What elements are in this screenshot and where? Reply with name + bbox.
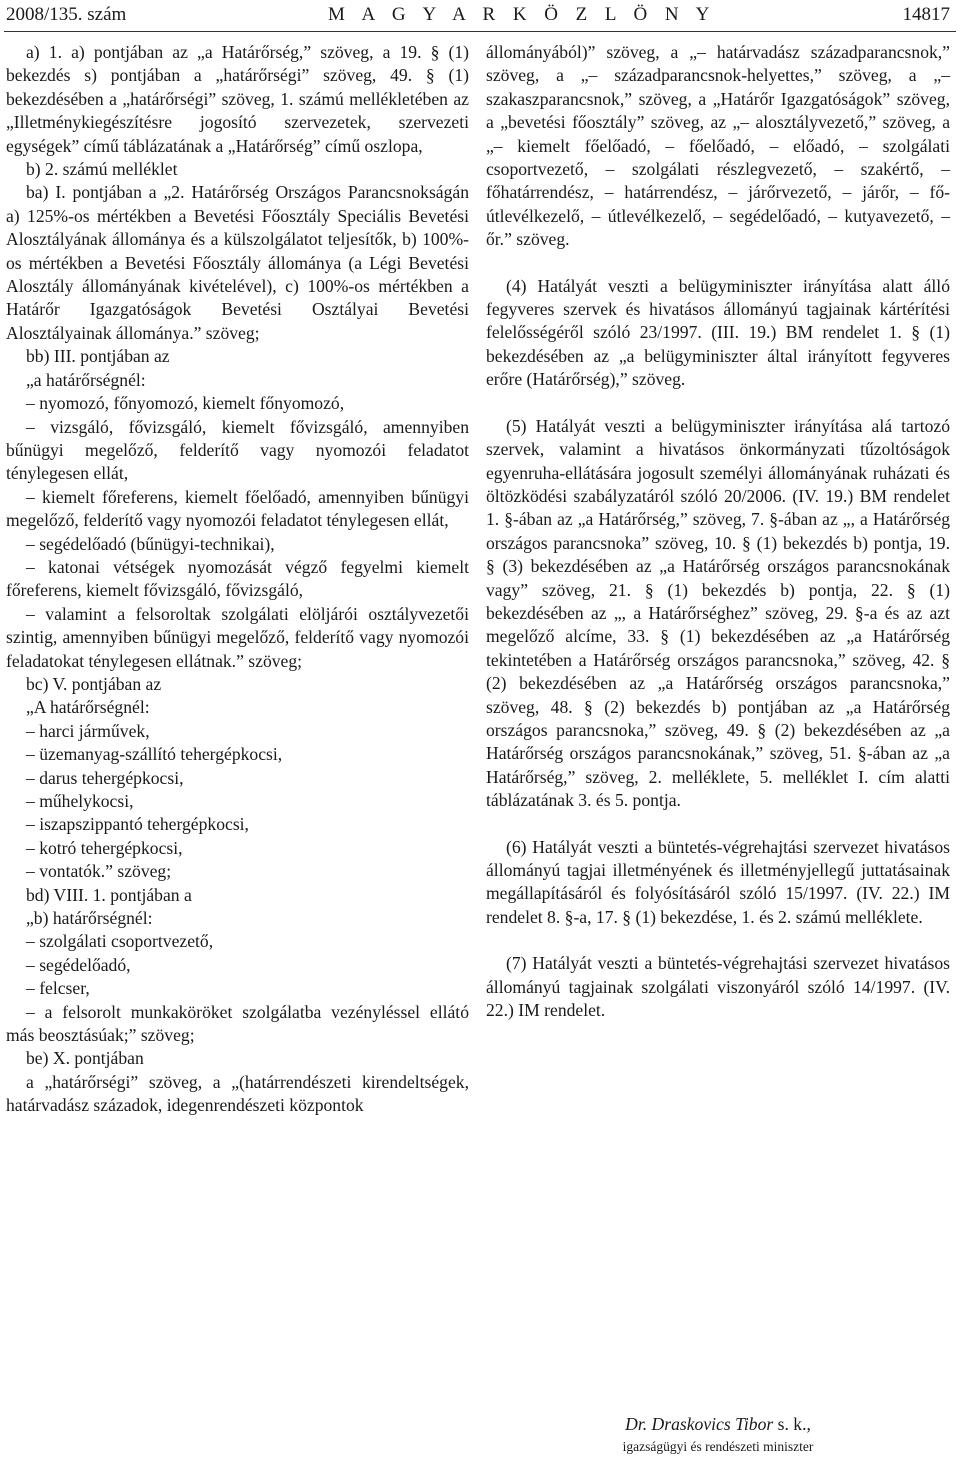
list-item: – harci járművek, xyxy=(26,720,150,741)
paragraph-gap xyxy=(486,1275,950,1298)
list-item: – nyomozó, főnyomozó, kiemelt főnyomozó, xyxy=(26,393,345,414)
paragraph-gap xyxy=(486,1160,950,1183)
paragraph: ba) I. pontjában a „2. Határőrség Országos Parancsnokságán a) 125%-os mértékben a Bevetési Főosztály Speciális Bevetési Alosztályának állománya és a külszolgálatot teljesítők, b) 100%-os mértékben a Bevetési Főosztály állománya (a Légi Bevetési Alosztály állományának kivételével), c) 100%-os mértékben a Határőr Igazgatóságok Bevetési Osztályai Bevetési Alosztályainak állománya.” szöveg; xyxy=(6,182,469,343)
paragraph-gap xyxy=(486,1137,950,1160)
paragraph: bb) III. pontjában az xyxy=(26,346,170,367)
list-item: – segédelőadó (bűnügyi-technikai), xyxy=(26,533,275,554)
paragraph-gap xyxy=(486,929,950,952)
paragraph-gap xyxy=(486,392,950,415)
paragraph: b) 2. számú melléklet xyxy=(26,159,178,180)
signature xyxy=(486,1413,950,1436)
paragraph-gap xyxy=(486,1390,950,1413)
paragraph-gap xyxy=(486,1091,950,1114)
paragraph-gap xyxy=(486,252,950,275)
list-item: – vizsgáló, fővizsgáló, kiemelt fővizsgáló, amennyiben bűnügyi megelőző, felderítő vagy nyomozói feladatot ténylegesen ellát, xyxy=(6,416,469,484)
paragraph: bc) V. pontjában az xyxy=(26,673,162,694)
paragraph-gap xyxy=(486,1252,950,1275)
list-item: – műhelykocsi, xyxy=(26,791,134,811)
paragraph-gap xyxy=(486,1068,950,1091)
right-column xyxy=(486,41,950,1457)
header-rule xyxy=(4,31,956,32)
signature-title: igazságügyi és rendészeti miniszter xyxy=(622,1438,814,1454)
issue-number: 2008/135. szám xyxy=(6,4,127,25)
paragraph: bd) VIII. 1. pontjában a xyxy=(26,884,192,905)
list-item: – felcser, xyxy=(26,978,90,999)
list-item: – üzemanyag-szállító tehergépkocsi, xyxy=(26,744,283,765)
list-item: – katonai vétségek nyomozását végző fegyelmi kiemelt főreferens, kiemelt fővizsgáló, fővizsgáló, xyxy=(6,556,469,601)
paragraph-gap xyxy=(486,1344,950,1367)
paragraph: be) X. pontjában xyxy=(26,1048,144,1069)
list-item: – darus tehergépkocsi, xyxy=(26,767,184,788)
paragraph: (5) Hatályát veszti a belügyminiszter irányítása alá tartozó szervek, valamint a hivatásos önkormányzati tűzoltóságok egyenruha-ellátására jogosult személyi állományának ruházati és öltözködési szabályzatáról szóló 20/2006. (IV. 19.) BM rendelet 1. §-ában az „a Határőrség,” szöveg, 7. §-ában az „, a Határőrség országos parancsnoka” szöveg, 10. § (1) bekezdés b) pontja, 19. § (3) bekezdésében az „a Határőrség országos parancsnokának vagy” szöveg, 21. § (1) bekezdés b) pontja, 22. § (1) bekezdésében az „, a Határőrséghez” szöveg, 29. §-a és az azt megelőző alcíme, 33. § (1) bekezdésében az „a Határőrség tekintetében a Határőrség országos parancsnoka,” szöveg, 42. § (2) bekezdésében az „a Határőrség országos parancsnoka,” szöveg, 48. § (2) bekezdés b) pontjában az „a Határőrség országos parancsnoka,” szöveg, 49. § (2) bekezdésében az „a Határőrség országos parancsnokának,” szöveg, 51. §-ában az „a Határőrség,” szöveg, 2. melléklete, 5. melléklet I. cím alatti táblázatának 3. és 5. pontja. xyxy=(486,415,950,811)
paragraph: a) 1. a) pontjában az „a Határőrség,” szöveg, a 19. § (1) bekezdés s) pontjában a „határőrségi” szöveg, 49. § (1) bekezdésében a „határőrségi” szöveg, 1. számú mellékletében az „Illetménykiegészítésre jogosító szervezetek, szervezeti egységek” című táblázatának a „Határőrség” című oszlopa, xyxy=(6,42,469,156)
signature-name: Dr. Draskovics Tibor xyxy=(625,1414,774,1435)
paragraph: (7) Hatályát veszti a büntetés-végrehajtási szervezet hivatásos állományú tagjainak szolgálati viszonyáról szóló 14/1997. (IV. 22.) IM rendelet. xyxy=(486,953,950,1021)
paragraph: állományából)” szöveg, a „– határvadász századparancsnok,” szöveg, a „– századparancsnok-helyettes,” szöveg, a „– szakaszparancsnok,” szöveg, a „Határőr Igazgatóságok” szöveg, a „bevetési főosztály” szöveg, az „– alosztályvezető,” szöveg, a „– kiemelt főelőadó, – főelőadó, – előadó, – szolgálati csoportvezető, – szolgálati részlegvezető, – szakértő, – főhatárrendész, – határrendész, – járőrvezető, – járőr, – fő-útlevélkezelő, – útlevélkezelő, – segédelőadó, – kutyavezető, – őr.” szöveg. xyxy=(486,42,950,250)
journal-title: M A G Y A R K Ö Z L Ö N Y xyxy=(328,4,716,25)
paragraph-gap xyxy=(486,1321,950,1344)
paragraph: „b) határőrségnél: xyxy=(26,908,153,929)
paragraph-gap xyxy=(486,1183,950,1206)
paragraph: (4) Hatályát veszti a belügyminiszter irányítása alatt álló fegyveres szervek és hivatásos állományú tagjainak kártérítési felelősségéről szóló 23/1997. (III. 19.) BM rendelet 1. § (1) bekezdésében az „a belügyminiszter által irányított fegyveres erőre (Határőrség),” szöveg. xyxy=(486,275,950,390)
paragraph: (6) Hatályát veszti a büntetés-végrehajtási szervezet hivatásos állományú tagjai illetményének és illetményjellegű juttatásainak megállapításáról és folyósításáról szóló 15/1997. (IV. 22.) IM rendelet 8. §-a, 17. § (1) bekezdése, 1. és 2. számú melléklete. xyxy=(486,836,950,927)
list-item: – kotró tehergépkocsi, xyxy=(26,837,183,858)
page-number: 14817 xyxy=(902,4,950,25)
paragraph-gap xyxy=(486,813,950,836)
list-item: – szolgálati csoportvezető, xyxy=(26,931,214,952)
list-item: – a felsorolt munkaköröket szolgálatba vezényléssel ellátó más beosztásúak;” szöveg; xyxy=(6,1001,469,1046)
paragraph-gap xyxy=(486,1367,950,1390)
paragraph: „A határőrségnél: xyxy=(26,697,150,718)
signature-suffix: s. k., xyxy=(773,1414,811,1435)
paragraph-gap xyxy=(486,1114,950,1137)
paragraph: a „határőrségi” szöveg, a „(határrendészeti kirendeltségek, határvadász századok, idegenrendészeti központok xyxy=(6,1071,469,1116)
list-item: – vontatók.” szöveg; xyxy=(26,861,172,882)
paragraph: „a határőrségnél: xyxy=(26,369,146,390)
list-item: – iszapszippantó tehergépkocsi, xyxy=(26,814,249,835)
paragraph-gap xyxy=(486,1045,950,1068)
left-column xyxy=(6,41,469,1118)
list-item: – valamint a felsoroltak szolgálati elöljárói osztályvezetői szintig, amennyiben bűnügyi megelőző, felderítő vagy nyomozói feladatokat ténylegesen ellátnak.” szöveg; xyxy=(6,603,469,671)
paragraph-gap xyxy=(486,1206,950,1229)
paragraph-gap xyxy=(486,1298,950,1321)
page-header xyxy=(0,0,960,28)
paragraph-gap xyxy=(486,1229,950,1252)
paragraph-gap xyxy=(486,1022,950,1045)
list-item: – kiemelt főreferens, kiemelt főelőadó, amennyiben bűnügyi megelőző, felderítő vagy nyomozói feladatot ténylegesen ellát, xyxy=(6,486,469,531)
list-item: – segédelőadó, xyxy=(26,954,131,975)
